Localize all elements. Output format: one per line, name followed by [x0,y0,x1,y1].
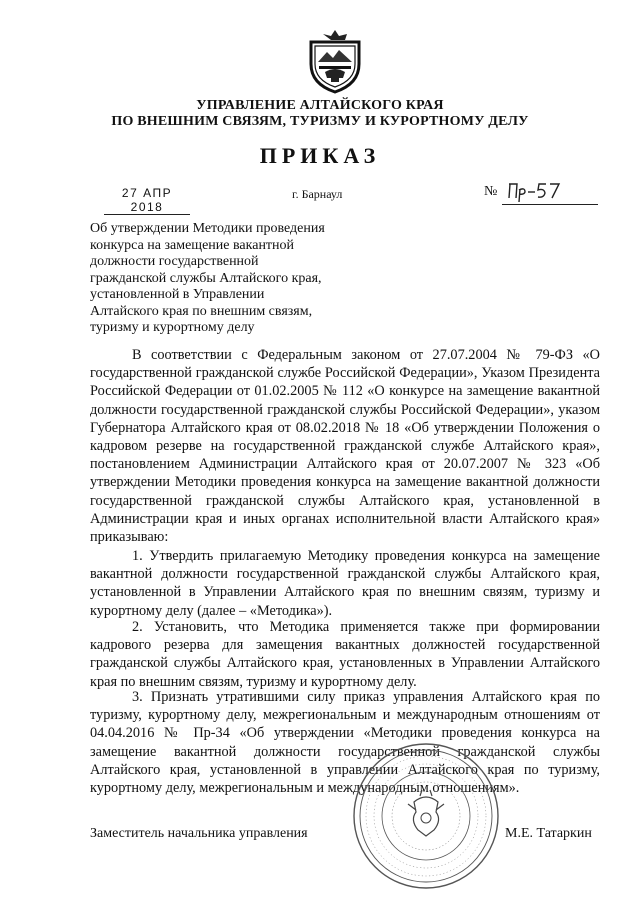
subject-line: установленной в Управлении [90,287,265,302]
coat-of-arms-emblem [303,28,367,94]
organization-name-line2: ПО ВНЕШНИМ СВЯЗЯМ, ТУРИЗМУ И КУРОРТНОМУ ДЕЛУ [111,114,529,129]
order-item-1: 1. Утвердить прилагаемую Методику проведения конкурса на замещение вакантной должности государственной гражданской службы Алтайского края, установленной в Управлении Алтайского края по внешним связям, туризму и курортному делу (далее – «Методика»). [90,548,600,619]
order-item-3: 3. Признать утратившими силу приказ управления Алтайского края по туризму, курортному делу, межрегиональным и международным отношениям от 04.04.2016 № Пр-34 «Об утверждении «Методики проведения конкурса на замещение вакантной должности государственной гражданской службы Алтайского края, установленной в управлении Алтайского края по туризму, курортному делу, межрегиональным и международным отношениям». [90,689,600,797]
document-type-title: ПРИКАЗ [259,143,381,168]
order-subject [90,221,352,337]
order-city: г. Барнаул [292,187,343,201]
order-date: 27 АПР 2018 [104,186,190,215]
signatory-position: Заместитель начальника управления [90,826,308,841]
order-number-handwritten [502,180,598,205]
subject-line: конкурса на замещение вакантной [90,237,295,253]
handwritten-number-icon [506,180,566,204]
subject-line: Об утверждении Методики проведения [90,221,325,236]
signatory-name: М.Е. Татаркин [505,826,592,841]
official-seal-icon [350,740,502,892]
organization-name-line1: УПРАВЛЕНИЕ АЛТАЙСКОГО КРАЯ [196,98,444,113]
subject-line: Алтайского края по внешним связям, [90,303,313,319]
subject-line: гражданской службы Алтайского края, [90,270,322,286]
order-number-label: № [484,184,498,199]
order-item-2: 2. Установить, что Методика применяется также при формировании кадрового резерва для замещения вакантных должностей государственной гражданской службы Алтайского края, установленных в Управлении Алтайского края по внешним связям, туризму и курортному делу. [90,619,600,690]
subject-line: туризму и курортному делу [90,320,255,335]
preamble-paragraph: В соответствии с Федеральным законом от 27.07.2004 № 79-ФЗ «О государственной гражданской службе Российской Федерации», Указом Президента Российской Федерации от 01.02.2005 № 112 «О конкурсе на замещение вакантной должности государственной гражданской службы Российской Федерации», указом Губернатора Алтайского края от 08.02.2018 № 18 «Об утверждении Положения о кадровом резерве на государственной гражданской службе Алтайского края», постановлением Администрации Алтайского края от 20.07.2007 № 323 «Об утверждении Методики проведения конкурса на замещение вакантной должности государственной гражданской службы Алтайского края, установленной в Администрации края и иных органах исполнительной власти Алтайского края» приказываю: [90,347,600,546]
subject-line: должности государственной [90,254,259,269]
